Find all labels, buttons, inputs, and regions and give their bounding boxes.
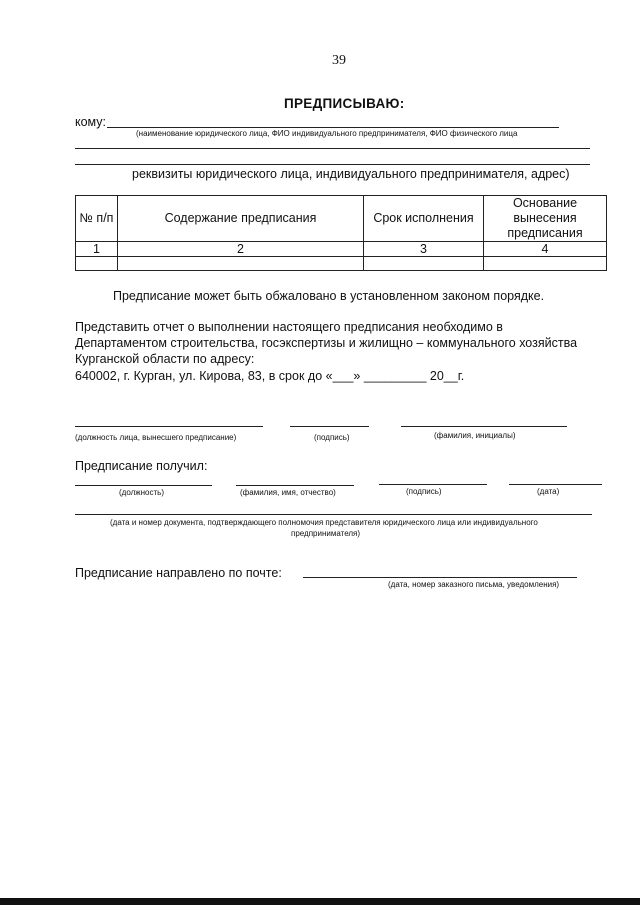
table-cell (118, 257, 364, 271)
issuer-name-line (401, 426, 567, 427)
mail-caption: (дата, номер заказного письма, уведомления) (388, 580, 560, 589)
received-signature-line (379, 484, 487, 485)
issuer-signature-line (290, 426, 369, 427)
header-deadline: Срок исполнения (364, 196, 484, 242)
issuer-position-line (75, 426, 263, 427)
header-number: № п/п (76, 196, 118, 242)
received-position-caption: (должность) (119, 488, 164, 497)
col-number-4: 4 (484, 242, 607, 257)
received-label: Предписание получил: (75, 459, 208, 473)
issuer-name-caption: (фамилия, инициалы) (434, 431, 516, 440)
received-signature-caption: (подпись) (406, 487, 442, 496)
authority-doc-caption-2: предпринимателя) (291, 529, 361, 538)
recipient-line-2 (75, 148, 590, 149)
report-line-1: Представить отчет о выполнении настоящего предписания необходимо в (75, 320, 503, 334)
table-cell (484, 257, 607, 271)
col-number-2: 2 (118, 242, 364, 257)
received-date-caption: (дата) (537, 487, 560, 496)
header-content: Содержание предписания (118, 196, 364, 242)
issuer-signature-caption: (подпись) (314, 433, 350, 442)
authority-doc-line (75, 514, 592, 515)
received-name-line (236, 485, 354, 486)
received-name-caption: (фамилия, имя, отчество) (240, 488, 336, 497)
page-title: ПРЕДПИСЫВАЮ: (284, 96, 405, 111)
table-cell (364, 257, 484, 271)
authority-doc-caption-1: (дата и номер документа, подтверждающего полномочия представителя юридического лица или индивидуального (110, 518, 538, 527)
received-position-line (75, 485, 212, 486)
col-number-3: 3 (364, 242, 484, 257)
recipient-line-3 (75, 164, 590, 165)
table-row (76, 257, 607, 271)
report-line-4: 640002, г. Курган, ул. Кирова, 83, в срок до «___» _________ 20__г. (75, 369, 465, 383)
recipient-label: кому: (75, 115, 107, 129)
scan-edge (0, 898, 640, 905)
recipient-line (107, 127, 559, 128)
col-number-1: 1 (76, 242, 118, 257)
appeal-text: Предписание может быть обжаловано в установленном законом порядке. (113, 289, 545, 303)
report-line-3: Курганской области по адресу: (75, 352, 255, 366)
table-row (76, 242, 607, 257)
table-header-row (76, 196, 607, 242)
issuer-position-caption: (должность лица, вынесшего предписание) (75, 433, 237, 442)
report-line-2: Департаментом строительства, госэкспертизы и жилищно – коммунального хозяйства (75, 336, 578, 350)
prescription-table (75, 195, 607, 271)
requisites-caption: реквизиты юридического лица, индивидуального предпринимателя, адрес) (132, 167, 570, 181)
table-cell (76, 257, 118, 271)
page-number: 39 (332, 53, 346, 68)
header-basis: Основание вынесения предписания (484, 196, 607, 242)
mail-label: Предписание направлено по почте: (75, 566, 282, 580)
received-date-line (509, 484, 602, 485)
mail-line (303, 577, 577, 578)
recipient-caption: (наименование юридического лица, ФИО индивидуального предпринимателя, ФИО физического лица (136, 129, 518, 138)
